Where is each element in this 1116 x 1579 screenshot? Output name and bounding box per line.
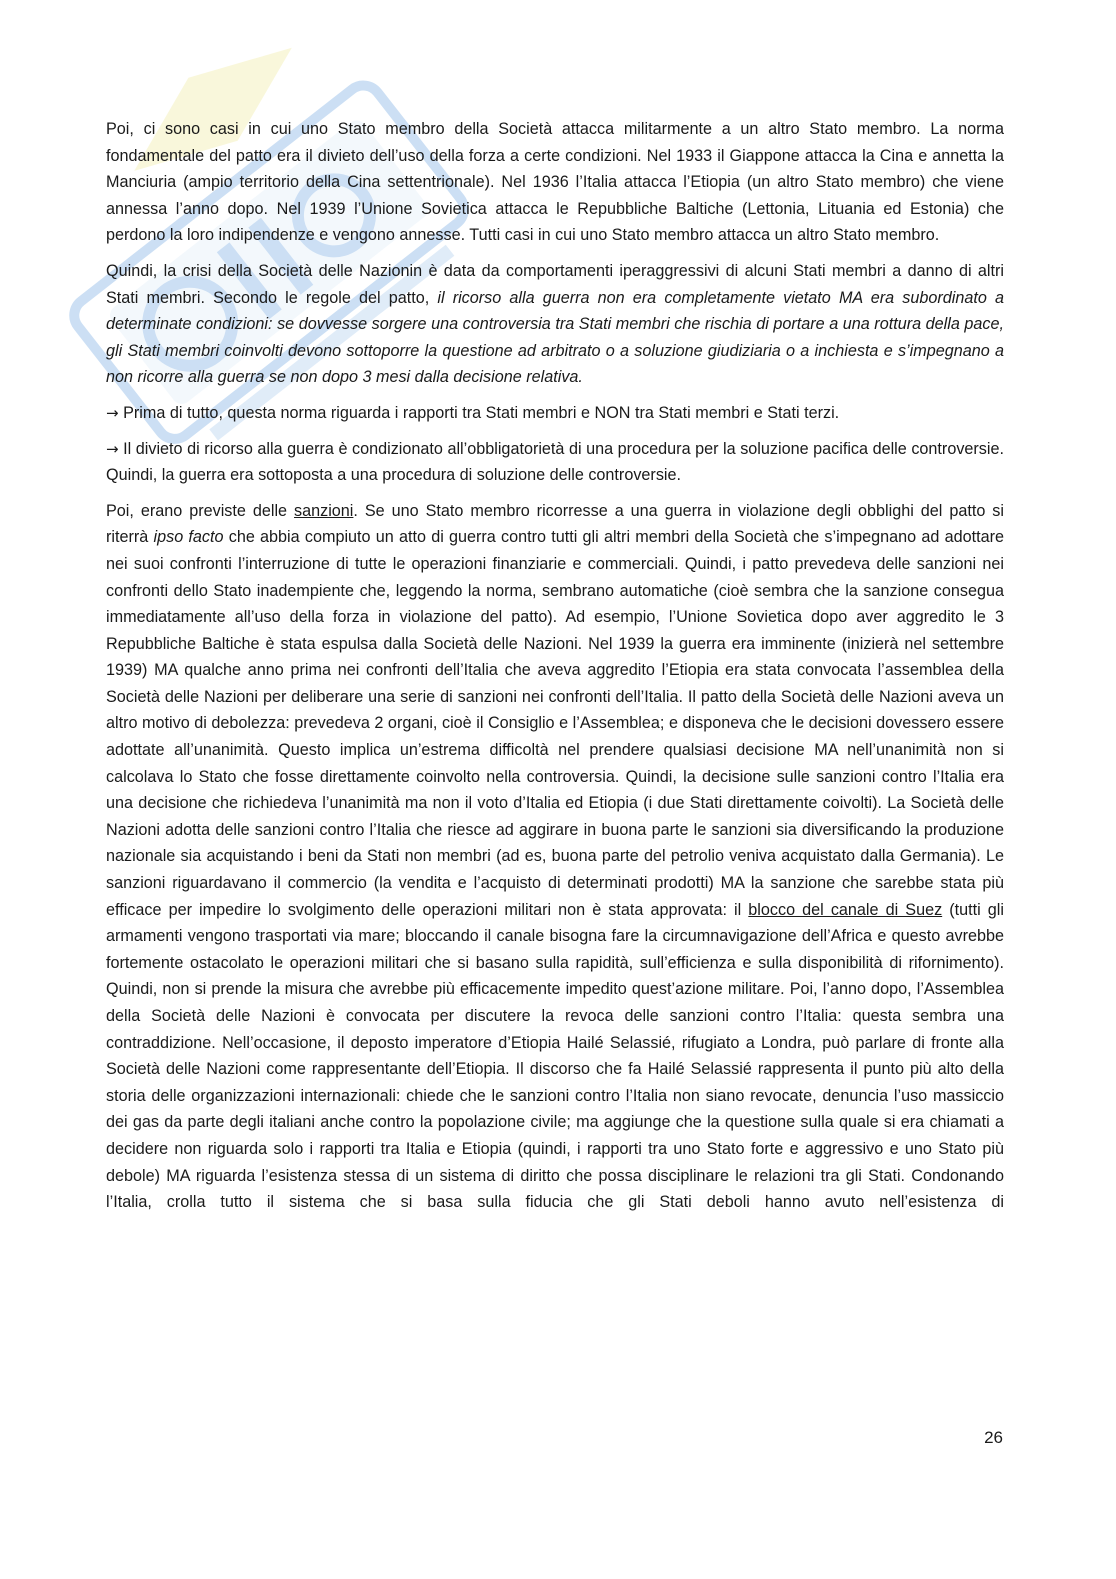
paragraph-crisis <box>106 258 1004 391</box>
suez-underlined: blocco del canale di Suez <box>748 900 943 919</box>
sanctions-text-c: che abbia compiuto un atto di guerra contro tutti gli altri membri della Società che s’impegnano ad adottare nei suoi confronti l’interruzione di tutte le operazioni finanziarie e commerciali. Quindi, i patto prevedeva delle sanzioni nei confronti dello Stato inadempiente che, leggendo la norma, sembrano automatiche (cioè sembra che la sanzione consegua immediatamente all’uso della forza in violazione del patto). Ad esempio, l’Unione Sovietica dopo aver aggredito le 3 Repubbliche Baltiche è stata espulsa dalla Società delle Nazioni. Nel 1939 la guerra era imminente (inizierà nel settembre 1939) MA qualche anno prima nei confronti dell’Italia che aveva aggredito l’Etiopia era stata convocata l’assemblea della Società delle Nazioni per deliberare una serie di sanzioni nei confronti dell’Italia. Il patto della Società delle Nazioni aveva un altro motivo di debolezza: prevedeva 2 organi, cioè il Consiglio e l’Assemblea; e disponeva che le decisioni dovessero essere adottate all’unanimità. Questo implica un’estrema difficoltà nel prendere qualsiasi decisione MA nell’unanimità non si calcolava lo Stato che fosse direttamente coinvolto nella controversia. Quindi, la decisione sulle sanzioni contro l’Italia era una decisione che richiedeva l’unanimità ma non il voto d’Italia ed Etiopia (i due Stati direttamente coivolti). La Società delle Nazioni adotta delle sanzioni contro l’Italia che riesce ad aggirare in buona parte le sanzioni sia diversificando la produzione nazionale sia acquistando i beni da Stati non membri (ad es, buona parte del petrolio veniva acquistato dalla Germania). Le sanzioni riguardavano il commercio (la vendita e l’acquisto di determinati prodotti) MA la sanzione che sarebbe stata più efficace per impedire lo svolgimento delle operazioni militari non è stata approvata: il <box>106 528 1004 919</box>
paragraph-bullet-second <box>106 436 1004 489</box>
paragraph-bullet-first <box>106 400 1004 427</box>
sanctions-text-d: (tutti gli armamenti vengono trasportati via mare; bloccando il canale bisogna fare la circumnavigazione dell’Africa e questo avrebbe fortemente ostacolato le operazioni militari che si basano sulla rapidità, sull’efficienza e sulla disponibilità di rifornimento). Quindi, non si prende la misura che avrebbe più efficacemente impedito quest’azione militare. Poi, l’anno dopo, l’Assemblea della Società delle Nazioni è convocata per discutere la revoca delle sanzioni contro l’Italia: questa sembra una contraddizione. Nell’occasione, il deposto imperatore d’Etiopia Hailé Selassié, rifugiato a Londra, può parlare di fronte alla Società delle Nazioni come rappresentante dell’Etiopia. Il discorso che fa Hailé Selassié rappresenta il punto più alto della storia delle organizzazioni internazionali: chiede che le sanzioni contro l’Italia non siano revocate, denuncia l’uso massiccio dei gas da parte degli italiani anche contro la popolazione civile; ma aggiunge che la questione sulla quale si era chiamati a decidere non riguarda solo i rapporti tra Italia e Etiopia (quindi, i rapporti tra uno Stato forte e aggressivo e uno Stato più debole) MA riguarda l’esistenza stessa di un sistema di diritto che possa disciplinare le relazioni tra gli Stati. Condonando l’Italia, crolla tutto il sistema che si basa sulla fiducia che gli Stati deboli hanno avuto nell’esistenza di <box>106 900 1004 1212</box>
arrow-right-icon: → <box>106 403 119 422</box>
arrow-right-icon: → <box>106 439 119 458</box>
paragraph-sanctions <box>106 498 1004 1216</box>
document-body <box>106 116 1004 1225</box>
paragraph-crisis-italic: il ricorso alla guerra non era completamente vietato MA era subordinato a determinate condizioni: se dovvesse sorgere una controversia tra Stati membri che rischia di portare a una rottura della pace, gli Stati membri coinvolti devono sottoporre la questione ad arbitrato o a soluzione giudiziaria o a inchiesta e s’impegnano a non ricorre alla guerra se non dopo 3 mesi dalla decisione relativa. <box>106 288 1005 387</box>
paragraph-attacks: Poi, ci sono casi in cui uno Stato membro della Società attacca militarmente a un altro Stato membro. La norma fondamentale del patto era il divieto dell’uso della forza a certe condizioni. Nel 1933 il Giappone attacca la Cina e annetta la Manciuria (ampio territorio della Cina settentrionale). Nel 1936 l’Italia attacca l’Etiopia (un altro Stato membro) che viene annessa l’anno dopo. Nel 1939 l’Unione Sovietica attacca le Repubbliche Baltiche (Lettonia, Lituania ed Estonia) che perdono la loro indipendenze e vengono annesse. Tutti casi in cui uno Stato membro attacca un altro Stato membro. <box>106 120 1004 245</box>
paragraph-bullet-first-text: Prima di tutto, questa norma riguarda i rapporti tra Stati membri e NON tra Stati membri e Stati terzi. <box>118 403 840 422</box>
ipso-facto-italic: ipso facto <box>153 528 224 547</box>
paragraph-crisis-text: Quindi, la crisi della Società delle Nazionin è data da comportamenti iperaggressivi di alcuni Stati membri a danno di altri Stati membri. Secondo le regole del patto, <box>106 261 1004 307</box>
sanctions-text-b: . Se uno Stato membro ricorresse a una guerra in violazione degli obblighi del patto si riterrà <box>106 501 1004 547</box>
paragraph-bullet-second-text: Il divieto di ricorso alla guerra è condizionato all’obbligatorietà di una procedura per la soluzione pacifica delle controversie. Quindi, la guerra era sottoposta a una procedura di soluzione delle controversie. <box>106 439 1004 485</box>
sanctions-underlined: sanzioni <box>294 501 354 520</box>
page-number: 26 <box>984 1428 1003 1447</box>
sanctions-text-a: Poi, erano previste delle <box>106 501 295 520</box>
